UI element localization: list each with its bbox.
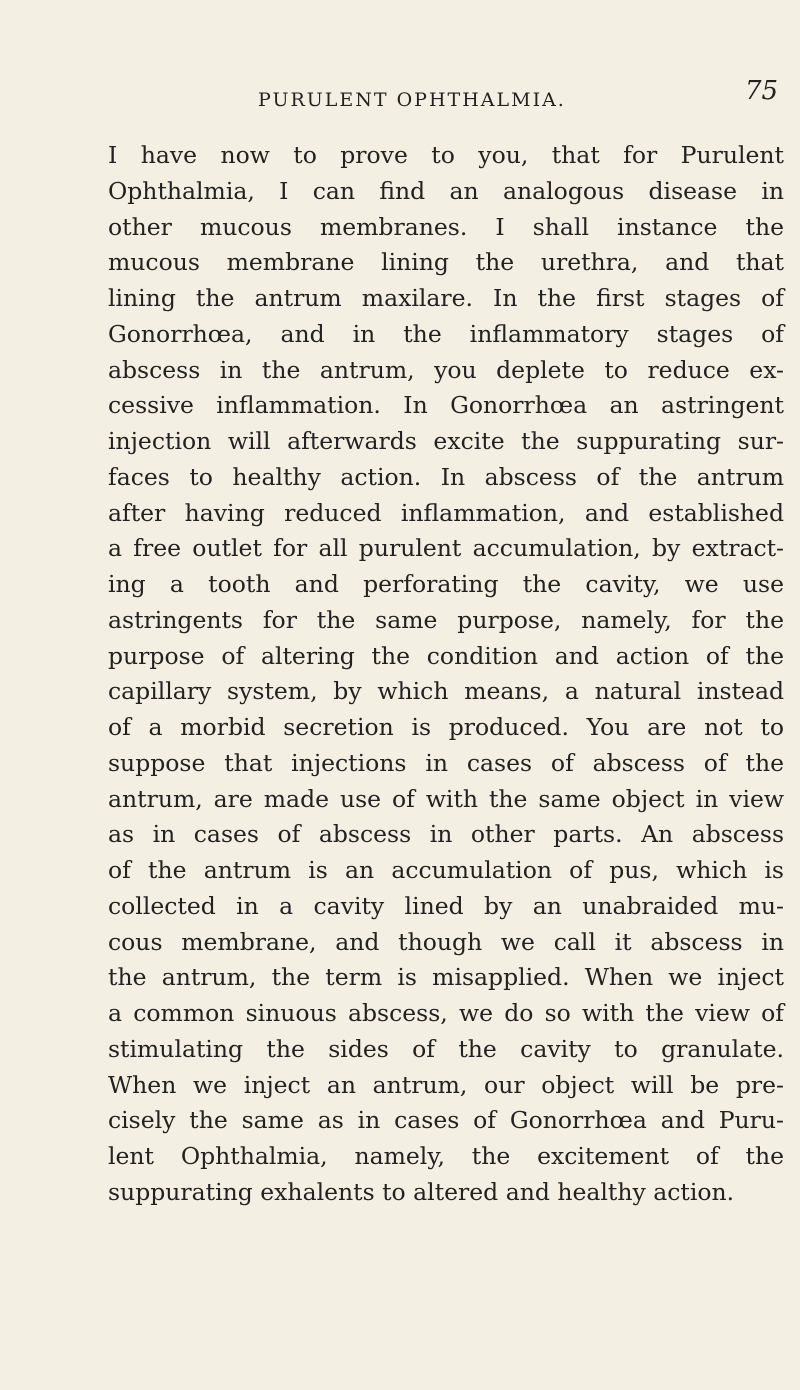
- text-line: of the antrum is an accumulation of pus, which is: [108, 856, 784, 884]
- text-line: a common sinuous abscess, we do so with the view of: [108, 999, 784, 1027]
- text-line: antrum, are made use of with the same object in view: [108, 784, 784, 813]
- text-line: When we inject an antrum, our object will be pre-: [108, 1070, 784, 1099]
- text-line: collected in a cavity lined by an unabraided mu-: [108, 891, 784, 920]
- text-line: abscess in the antrum, you deplete to reduce ex-: [108, 355, 784, 384]
- text-line: I have now to prove to you, that for Purulent: [108, 141, 784, 169]
- text-line: after having reduced inflammation, and established: [108, 498, 784, 527]
- text-line: of a morbid secretion is produced. You are not to: [108, 713, 784, 741]
- page-number: 75: [745, 76, 779, 106]
- text-line: suppurating exhalents to altered and healthy action.: [108, 1177, 735, 1206]
- text-line: the antrum, the term is misapplied. When we inject: [108, 963, 784, 992]
- text-line: Ophthalmia, I can find an analogous disease in: [108, 176, 784, 205]
- text-line: capillary system, by which means, a natural instead: [108, 677, 784, 706]
- text-line: suppose that injections in cases of abscess of the: [108, 748, 784, 777]
- text-line: faces to healthy action. In abscess of the antrum: [108, 462, 784, 491]
- text-line: stimulating the sides of the cavity to granulate.: [108, 1034, 784, 1063]
- text-line: other mucous membranes. I shall instance the: [108, 212, 784, 241]
- text-line: lining the antrum maxilare. In the first stages of: [108, 284, 784, 312]
- text-line: a free outlet for all purulent accumulation, by extract-: [108, 534, 784, 563]
- text-line: lent Ophthalmia, namely, the excitement of the: [108, 1142, 784, 1170]
- text-line: astringents for the same purpose, namely, for the: [108, 605, 784, 634]
- text-line: Gonorrhœa, and in the inflammatory stages of: [108, 319, 784, 348]
- text-line: as in cases of abscess in other parts. An abscess: [108, 820, 784, 849]
- text-line: cisely the same as in cases of Gonorrhœa and Puru-: [108, 1106, 784, 1135]
- text-line: mucous membrane lining the urethra, and that: [108, 248, 784, 277]
- text-line: injection will afterwards excite the suppurating sur-: [108, 427, 784, 455]
- text-line: ing a tooth and perforating the cavity, we use: [108, 570, 784, 598]
- text-line: cous membrane, and though we call it abscess in: [108, 927, 784, 956]
- text-line: cessive inflammation. In Gonorrhœa an astringent: [108, 391, 784, 420]
- running-head: PURULENT OPHTHALMIA.: [258, 89, 566, 111]
- body-paragraph: [108, 138, 784, 1211]
- text-line: purpose of altering the condition and action of the: [108, 641, 784, 670]
